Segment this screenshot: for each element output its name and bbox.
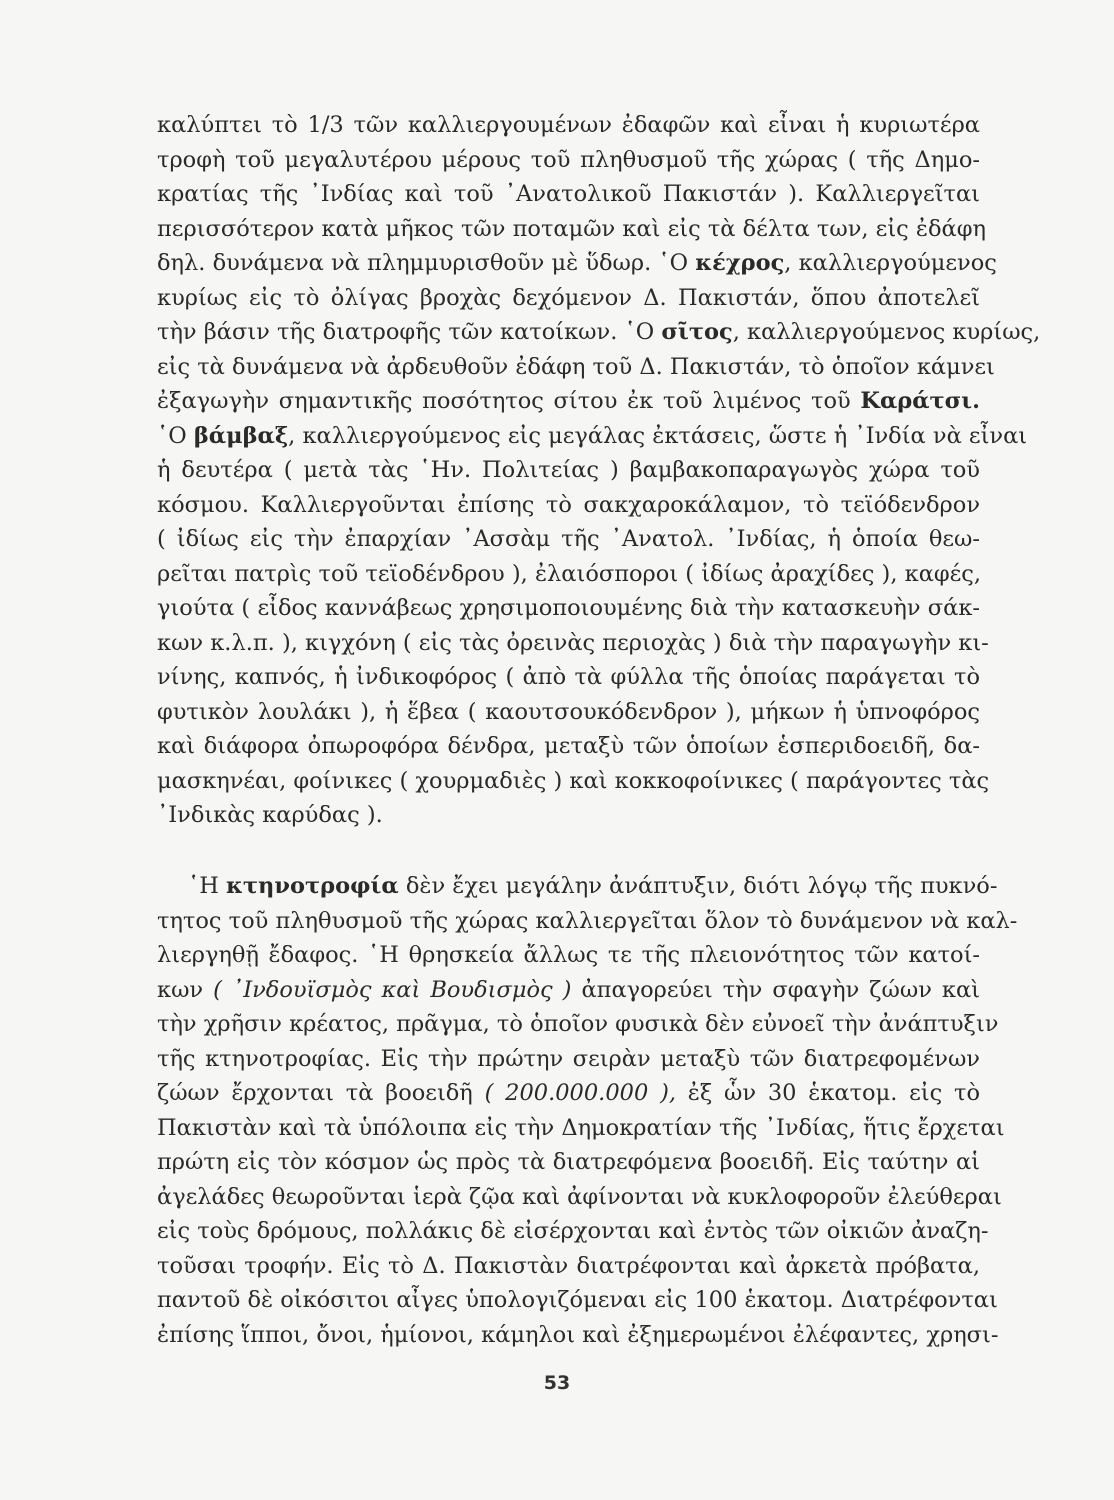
paragraph-agriculture bbox=[157, 108, 1041, 833]
text-segment: τοῦσαι τροφήν. Εἰς τὸ Δ. Πακιστὰν διατρέφονται καὶ ἀρκετὰ πρόβατα, bbox=[157, 1252, 980, 1279]
bold-term: κέχρος bbox=[695, 250, 785, 276]
text-line bbox=[157, 764, 990, 799]
text-line bbox=[157, 1283, 998, 1318]
text-line bbox=[157, 453, 980, 488]
bold-term: Καράτσι. bbox=[860, 388, 980, 414]
text-line bbox=[157, 522, 980, 557]
text-segment: Πακιστὰν καὶ τὰ ὑπόλοιπα εἰς τὴν Δημοκρατίαν τῆς ᾿Ινδίας, ἥτις ἔρχεται bbox=[157, 1114, 1005, 1141]
text-line bbox=[157, 384, 980, 419]
text-line bbox=[157, 281, 980, 316]
text-segment: ἐξ ὧν 30 ἑκατομ. εἰς τὸ bbox=[676, 1080, 980, 1106]
bold-term: σῖτος bbox=[661, 319, 733, 345]
text-segment: φυτικὸν λουλάκι ), ἡ ἕβεα ( καουτσουκόδενδρον ), μήκων ἡ ὑπνοφόρος bbox=[157, 698, 980, 725]
text-segment: μασκηνέαι, φοίνικες ( χουρμαδιὲς ) καὶ κοκκοφοίνικες ( παράγοντες τὰς bbox=[157, 767, 990, 794]
italic-text: ( 200.000.000 ), bbox=[484, 1080, 676, 1106]
text-segment: ᾿Ινδικὰς καρύδας ). bbox=[157, 802, 383, 828]
text-segment: ἀπαγορεύει τὴν σφαγὴν ζώων καὶ bbox=[571, 976, 980, 1003]
text-line bbox=[157, 143, 980, 178]
text-line bbox=[157, 1111, 1005, 1146]
text-segment: περισσότερον κατὰ μῆκος τῶν ποταμῶν καὶ εἰς τὰ δέλτα των, εἰς ἐδάφη bbox=[157, 215, 986, 242]
text-line bbox=[157, 177, 980, 212]
text-line bbox=[157, 108, 980, 143]
text-segment: ρεῖται πατρὶς τοῦ τεϊοδένδρου ), ἐλαιόσποροι ( ἰδίως ἀραχίδες ), καφές, bbox=[157, 560, 982, 587]
text-line bbox=[157, 557, 980, 592]
text-line bbox=[157, 660, 980, 695]
text-line bbox=[157, 1145, 980, 1180]
text-line bbox=[157, 315, 1041, 350]
text-segment: λιεργηθῇ ἔδαφος. ῾Η θρησκεία ἄλλως τε τῆς πλειονότητος τῶν κατοί- bbox=[157, 942, 980, 968]
text-segment: δὲν ἔχει μεγάλην ἀνάπτυξιν, διότι λόγῳ τῆς πυκνό- bbox=[398, 873, 998, 899]
text-segment: ζώων ἔρχονται τὰ βοοειδῆ bbox=[157, 1080, 485, 1106]
text-segment: ῾Ο bbox=[157, 422, 194, 449]
text-segment: εἰς τὰ δυνάμενα νὰ ἀρδευθοῦν ἐδάφη τοῦ Δ. Πακιστάν, τὸ ὁποῖον κάμνει bbox=[157, 353, 995, 380]
text-segment: ( ἰδίως εἰς τὴν ἐπαρχίαν ᾿Ασσὰμ τῆς ᾿Ανατολ. ᾿Ινδίας, ἡ ὁποία θεω- bbox=[157, 526, 980, 552]
text-segment: ἐπίσης ἵπποι, ὄνοι, ἡμίονοι, κάμηλοι καὶ ἐξημερωμένοι ἐλέφαντες, χρησι- bbox=[157, 1321, 999, 1348]
text-segment: τητος τοῦ πληθυσμοῦ τῆς χώρας καλλιεργεῖται ὅλον τὸ δυνάμενον νὰ καλ- bbox=[157, 907, 1018, 934]
text-line bbox=[157, 1007, 999, 1042]
text-line bbox=[157, 695, 980, 730]
text-segment: τὴν χρῆσιν κρέατος, πρᾶγμα, τὸ ὁποῖον φυσικὰ δὲν εὐνοεῖ τὴν ἀνάπτυξιν bbox=[157, 1011, 999, 1037]
text-segment: ἐξαγωγὴν σημαντικῆς ποσότητος σίτου ἐκ τοῦ λιμένος τοῦ bbox=[157, 388, 861, 414]
text-line bbox=[157, 904, 1018, 939]
text-segment: , καλλιεργούμενος εἰς μεγάλας ἐκτάσεις, ὥστε ἡ ᾿Ινδία νὰ εἶναι bbox=[288, 422, 1028, 449]
text-line bbox=[157, 626, 989, 661]
text-segment: , καλλιεργούμενος bbox=[784, 250, 997, 276]
text-segment: τροφὴ τοῦ μεγαλυτέρου μέρους τοῦ πληθυσμοῦ τῆς χώρας ( τῆς Δημο- bbox=[157, 146, 980, 173]
paragraph-livestock bbox=[157, 869, 1018, 1352]
text-segment: ἡ δευτέρα ( μετὰ τὰς ῾Ην. Πολιτείας ) βαμβακοπαραγωγὸς χώρα τοῦ bbox=[157, 457, 980, 483]
text-line bbox=[157, 488, 980, 523]
italic-text: ( ᾿Ινδουϊσμὸς καὶ Βουδισμὸς ) bbox=[213, 976, 572, 1003]
text-line bbox=[157, 1076, 980, 1111]
text-line bbox=[157, 419, 1028, 454]
page-number: 53 bbox=[543, 1372, 571, 1394]
text-line bbox=[157, 1249, 980, 1284]
text-segment: τὴν βάσιν τῆς διατροφῆς τῶν κατοίκων. ῾Ο bbox=[157, 319, 662, 345]
text-line bbox=[157, 350, 995, 385]
text-segment: κων bbox=[157, 976, 214, 1003]
text-line bbox=[157, 1318, 999, 1353]
text-line bbox=[157, 869, 998, 904]
text-segment: ἀγελάδες θεωροῦνται ἱερὰ ζῷα καὶ ἀφίνονται νὰ κυκλοφοροῦν ἐλεύθεραι bbox=[157, 1183, 1002, 1210]
text-segment: γιούτα ( εἶδος καννάβεως χρησιμοποιουμένης διὰ τὴν κατασκευὴν σάκ- bbox=[157, 595, 980, 621]
bold-term: βάμβαξ bbox=[193, 422, 289, 449]
text-line bbox=[157, 798, 980, 833]
text-segment: κόσμου. Καλλιεργοῦνται ἐπίσης τὸ σακχαροκάλαμον, τὸ τεϊόδενδρον bbox=[157, 491, 980, 518]
text-segment: , καλλιεργούμενος κυρίως, bbox=[732, 319, 1041, 345]
text-segment: τῆς κτηνοτροφίας. Εἰς τὴν πρώτην σειρὰν μεταξὺ τῶν διατρεφομένων bbox=[157, 1045, 980, 1072]
text-line bbox=[157, 212, 986, 247]
text-segment: κρατίας τῆς ᾿Ινδίας καὶ τοῦ ᾿Ανατολικοῦ Πακιστάν ). Καλλιεργεῖται bbox=[157, 181, 980, 207]
text-line bbox=[157, 591, 980, 626]
text-line bbox=[157, 246, 997, 281]
text-segment: πρώτη εἰς τὸν κόσμον ὡς πρὸς τὰ διατρεφόμενα βοοειδῆ. Εἰς ταύτην αἱ bbox=[157, 1149, 980, 1175]
text-segment: κων κ.λ.π. ), κιγχόνη ( εἰς τὰς ὀρεινὰς περιοχὰς ) διὰ τὴν παραγωγὴν κι- bbox=[157, 629, 989, 656]
text-segment: κυρίως εἰς τὸ ὀλίγας βροχὰς δεχόμενον Δ. Πακιστάν, ὅπου ἀποτελεῖ bbox=[157, 284, 980, 311]
text-line bbox=[157, 1042, 980, 1077]
text-segment: παντοῦ δὲ οἰκόσιτοι αἶγες ὑπολογιζόμεναι εἰς 100 ἑκατομ. Διατρέφονται bbox=[157, 1287, 998, 1313]
text-segment: καὶ διάφορα ὀπωροφόρα δένδρα, μεταξὺ τῶν ὁποίων ἑσπεριδοειδῆ, δα- bbox=[157, 733, 980, 759]
text-line bbox=[157, 1180, 1002, 1215]
text-line bbox=[157, 1214, 989, 1249]
text-segment: εἰς τοὺς δρόμους, πολλάκις δὲ εἰσέρχονται καὶ ἐντὸς τῶν οἰκιῶν ἀναζη- bbox=[157, 1218, 989, 1244]
bold-term: κτηνοτροφία bbox=[226, 873, 399, 899]
text-segment: ῾Η bbox=[188, 873, 227, 899]
text-segment: καλύπτει τὸ 1/3 τῶν καλλιεργουμένων ἐδαφῶν καὶ εἶναι ἡ κυριωτέρα bbox=[157, 112, 980, 138]
text-line bbox=[157, 973, 980, 1008]
text-line bbox=[157, 938, 980, 973]
text-line bbox=[157, 729, 980, 764]
text-segment: δηλ. δυνάμενα νὰ πλημμυρισθοῦν μὲ ὕδωρ. ῾Ο bbox=[157, 250, 696, 276]
text-segment: νίνης, καπνός, ἡ ἰνδικοφόρος ( ἀπὸ τὰ φύλλα τῆς ὁποίας παράγεται τὸ bbox=[157, 664, 980, 690]
